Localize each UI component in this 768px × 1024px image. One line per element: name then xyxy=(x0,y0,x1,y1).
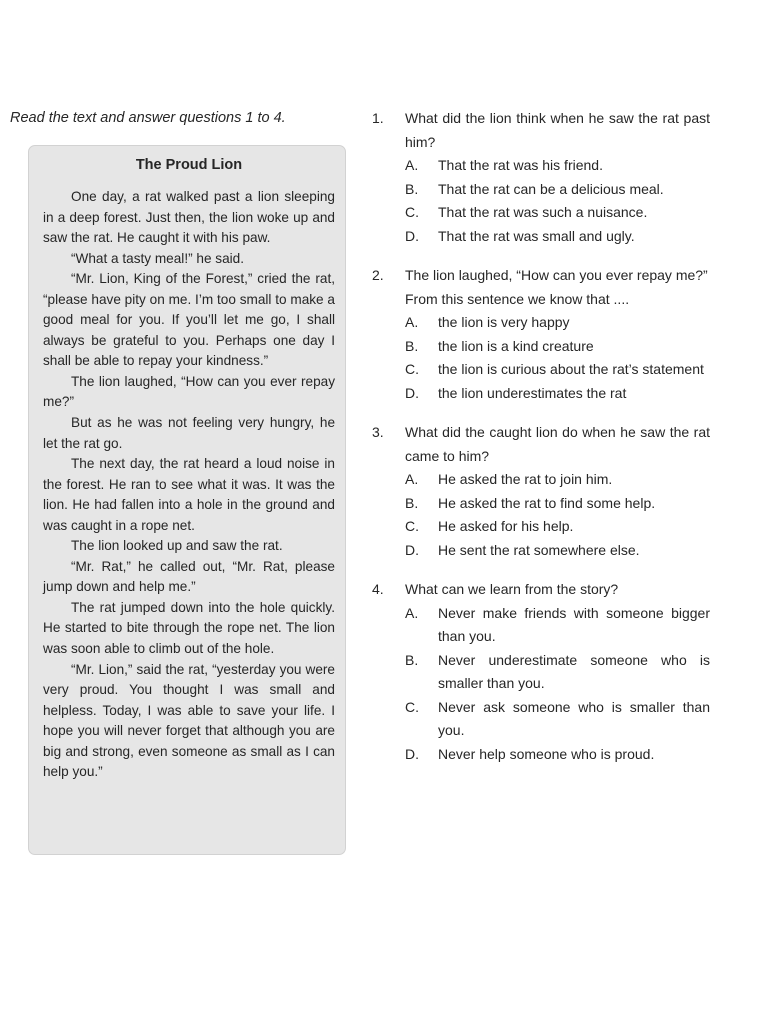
answer-option[interactable] xyxy=(372,382,710,406)
question-stem xyxy=(372,264,710,288)
option-text: He asked the rat to join him. xyxy=(438,471,613,487)
option-text: the lion is curious about the rat’s statement xyxy=(438,361,704,377)
instruction-text: Read the text and answer questions 1 to 4. xyxy=(10,110,286,126)
answer-option[interactable] xyxy=(372,468,710,492)
question-text: What did the caught lion do when he saw the rat came to him? xyxy=(405,424,710,464)
option-text: That the rat was such a nuisance. xyxy=(438,204,648,220)
question-4 xyxy=(372,578,710,766)
story-paragraph: The lion laughed, “How can you ever repay me?” xyxy=(43,373,335,410)
story-box xyxy=(28,145,346,855)
answer-option[interactable] xyxy=(372,225,710,249)
option-letter: C. xyxy=(405,361,419,377)
answer-option[interactable] xyxy=(372,358,710,382)
question-number: 1. xyxy=(372,110,384,126)
answer-option[interactable] xyxy=(372,178,710,202)
option-text: That the rat was his friend. xyxy=(438,157,603,173)
option-text: Never ask someone who is smaller than you. xyxy=(438,698,710,738)
option-letter: A. xyxy=(405,471,419,487)
question-text: What can we learn from the story? xyxy=(405,581,619,597)
option-text: Never make friends with someone bigger than you. xyxy=(438,604,710,644)
question-stem xyxy=(372,107,710,154)
option-text: the lion is very happy xyxy=(438,314,570,330)
story-paragraph: “What a tasty meal!” he said. xyxy=(71,250,245,266)
answer-option[interactable] xyxy=(372,154,710,178)
option-text: He asked the rat to find some help. xyxy=(438,494,656,511)
story-paragraph: The rat jumped down into the hole quickly. He started to bite through the rope net. The lion was soon able to climb out of the hole. xyxy=(43,599,335,657)
option-letter: B. xyxy=(405,651,419,668)
question-number: 4. xyxy=(372,581,384,597)
option-text: the lion is a kind creature xyxy=(438,337,594,354)
option-letter: A. xyxy=(405,604,419,621)
question-text: The lion laughed, “How can you ever repay me?” xyxy=(405,267,708,283)
question-text: What did the lion think when he saw the rat past him? xyxy=(405,110,710,150)
option-text: That the rat can be a delicious meal. xyxy=(438,180,664,197)
option-letter: A. xyxy=(405,157,419,173)
option-letter: D. xyxy=(405,227,419,244)
answer-option[interactable] xyxy=(372,515,710,539)
story-title: The Proud Lion xyxy=(135,157,243,173)
question-note: From this sentence we know that .... xyxy=(405,290,630,307)
option-letter: B. xyxy=(405,180,419,197)
option-text: He sent the rat somewhere else. xyxy=(438,541,640,558)
option-text: Never underestimate someone who is smaller than you. xyxy=(438,651,710,691)
question-list xyxy=(372,107,710,782)
answer-option[interactable] xyxy=(372,335,710,359)
option-text: the lion underestimates the rat xyxy=(438,384,627,401)
answer-option[interactable] xyxy=(372,201,710,225)
question-stem xyxy=(372,578,710,602)
option-letter: D. xyxy=(405,541,419,558)
story-paragraph: “Mr. Rat,” he called out, “Mr. Rat, please jump down and help me.” xyxy=(43,558,335,595)
question-2 xyxy=(372,264,710,405)
question-number: 2. xyxy=(372,267,384,283)
option-text: Never help someone who is proud. xyxy=(438,745,655,762)
option-letter: D. xyxy=(405,745,419,762)
option-letter: B. xyxy=(405,494,419,511)
option-letter: B. xyxy=(405,337,419,354)
answer-option[interactable] xyxy=(372,492,710,516)
question-3 xyxy=(372,421,710,562)
question-stem xyxy=(372,421,710,468)
question-number: 3. xyxy=(372,424,384,440)
story-paragraph: The lion looked up and saw the rat. xyxy=(71,538,283,554)
story-paragraph: One day, a rat walked past a lion sleeping in a deep forest. Just then, the lion woke up and saw the rat. He caught it with his paw. xyxy=(43,189,335,246)
option-letter: D. xyxy=(405,384,419,401)
answer-option[interactable] xyxy=(372,696,710,743)
answer-option[interactable] xyxy=(372,311,710,335)
option-letter: C. xyxy=(405,204,419,220)
answer-option[interactable] xyxy=(372,743,710,767)
story-paragraph: “Mr. Lion,” said the rat, “yesterday you were very proud. You thought I was small and helpless. Today, I was able to save your life. I hope you will never forget that although you are big and strong, even someone as small as I can help you.” xyxy=(43,661,335,780)
answer-option[interactable] xyxy=(372,539,710,563)
answer-option[interactable] xyxy=(372,649,710,696)
option-letter: C. xyxy=(405,518,419,534)
story-paragraph: “Mr. Lion, King of the Forest,” cried the rat, “please have pity on me. I’m too small to make a good meal for you. If you’ll let me go, I shall always be grateful to you. Perhaps one day I shall be able to repay your kindness.” xyxy=(43,271,335,369)
story-paragraph: But as he was not feeling very hungry, he let the rat go. xyxy=(43,415,335,451)
story-paragraph: The next day, the rat heard a loud noise in the forest. He ran to see what it was. It was the lion. He had fallen into a hole in the ground and was caught in a rope net. xyxy=(43,456,335,533)
option-letter: A. xyxy=(405,314,419,330)
answer-option[interactable] xyxy=(372,602,710,649)
option-text: He asked for his help. xyxy=(438,518,574,534)
option-text: That the rat was small and ugly. xyxy=(438,227,635,244)
question-1 xyxy=(372,107,710,248)
option-letter: C. xyxy=(405,698,419,715)
